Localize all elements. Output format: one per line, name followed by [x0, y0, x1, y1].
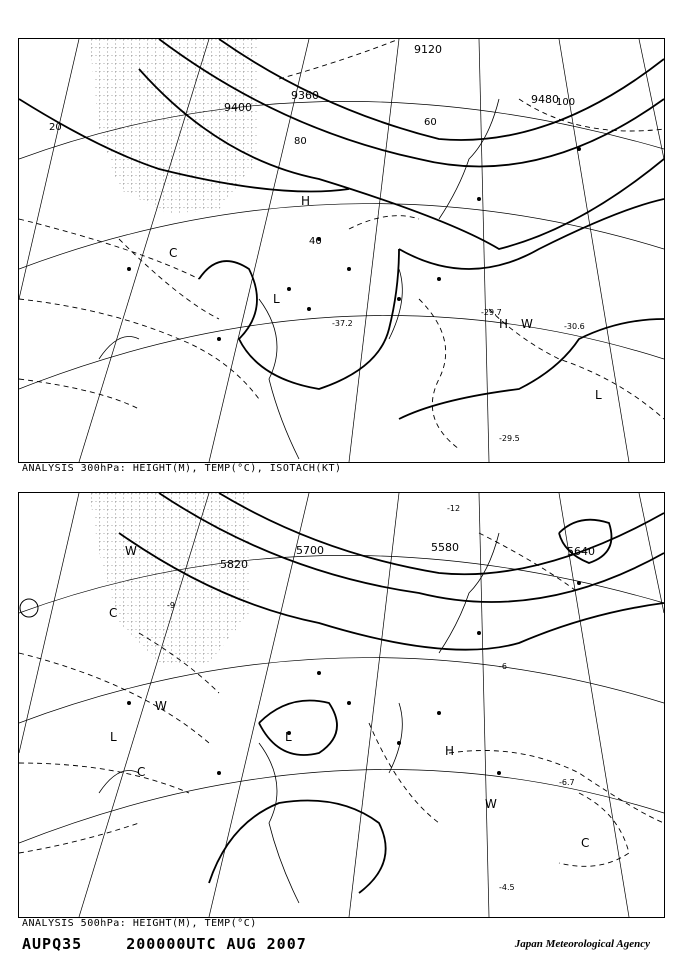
hatched-terrain-area [89, 493, 249, 663]
temp-label: -29.7 [481, 308, 502, 317]
center-marker: L [595, 388, 602, 402]
height-label: 9400 [224, 101, 252, 114]
map-panel-500hpa [18, 492, 665, 918]
map-500hpa-graphic [19, 493, 664, 917]
caption-500hpa: ANALYSIS 500hPa: HEIGHT(M), TEMP(°C) [22, 918, 257, 929]
isotach-label: 100 [556, 97, 576, 108]
temp-label: -29.5 [499, 434, 520, 443]
height-label: 9120 [414, 43, 442, 56]
isotach-label: 40 [309, 236, 322, 247]
caption-300hpa: ANALYSIS 300hPa: HEIGHT(M), TEMP(°C), ISOTACH(KT) [22, 463, 342, 474]
height-label: 5640 [567, 545, 595, 558]
isotach-label: 60 [424, 117, 437, 128]
temp-label: -12 [447, 504, 461, 513]
temp-label: -6 [499, 662, 507, 671]
center-marker: H [499, 317, 509, 331]
center-marker: C [581, 836, 590, 850]
temp-label: -30.6 [564, 322, 585, 331]
center-marker: H [301, 194, 311, 208]
map-panel-300hpa [18, 38, 665, 463]
agency-credit: Japan Meteorological Agency [514, 938, 650, 950]
isotach-label: 20 [49, 122, 62, 133]
chart-code: AUPQ35 [22, 935, 83, 953]
map-300hpa-graphic [19, 39, 664, 462]
center-marker: C [137, 765, 146, 779]
center-marker: L [285, 730, 292, 744]
center-marker: C [109, 606, 118, 620]
temp-label: -6.7 [559, 778, 575, 787]
center-marker: W [125, 544, 137, 558]
valid-time: 200000UTC AUG 2007 [126, 935, 307, 953]
height-label: 9360 [291, 89, 319, 102]
center-marker: C [169, 246, 178, 260]
center-marker: L [273, 292, 280, 306]
temp-label: -9 [167, 601, 175, 610]
height-label: 5580 [431, 541, 459, 554]
center-marker: W [155, 699, 167, 713]
height-label: 9480 [531, 93, 559, 106]
temp-label: -4.5 [499, 883, 515, 892]
center-marker: L [110, 730, 117, 744]
chart-footer [22, 935, 341, 953]
center-marker: W [521, 317, 533, 331]
hatched-terrain-area [89, 39, 259, 214]
circle-marker [20, 599, 38, 617]
isotach-label: 80 [294, 136, 307, 147]
temp-label: -37.2 [332, 319, 353, 328]
center-marker: W [485, 797, 497, 811]
height-label: 5820 [220, 558, 248, 571]
height-label: 5700 [296, 544, 324, 557]
center-marker: H [445, 744, 455, 758]
